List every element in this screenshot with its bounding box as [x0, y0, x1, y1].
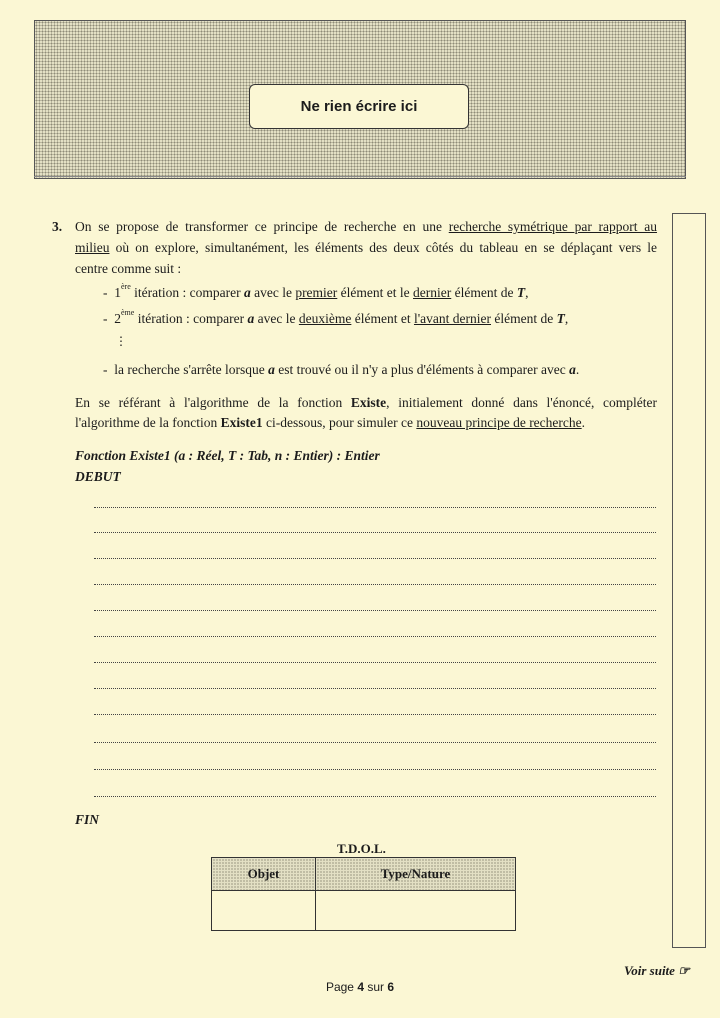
answer-line[interactable] — [94, 742, 656, 743]
tdol-title: T.D.O.L. — [337, 841, 386, 856]
answer-line[interactable] — [94, 558, 656, 559]
answer-line[interactable] — [94, 507, 656, 508]
bullet-3: - la recherche s'arrête lorsque a est trouvé ou il n'y a plus d'éléments à comparer avec a. — [103, 362, 580, 377]
answer-line[interactable] — [94, 688, 656, 689]
page-number: Page 4 sur 6 — [325, 980, 395, 994]
tdol-cell-objet[interactable] — [212, 891, 316, 931]
voir-suite: Voir suite ☞ — [624, 963, 690, 978]
answer-line[interactable] — [94, 532, 656, 533]
tdol-table — [211, 857, 516, 931]
algo-debut: DEBUT — [75, 469, 121, 484]
bullet-2: - 2ème itération : comparer a avec le deuxième élément et l'avant dernier élément de T, — [103, 308, 569, 326]
intro-underline-2: milieu — [75, 240, 110, 255]
vertical-ellipsis: ⋮ — [115, 334, 127, 348]
question-number: 3. — [52, 219, 63, 234]
para2-line-2: l'algorithme de la fonction Existe1 ci-dessous, pour simuler ce nouveau principe de recherche. — [75, 415, 586, 430]
answer-line[interactable] — [94, 714, 656, 715]
answer-line[interactable] — [94, 796, 656, 797]
algo-fin: FIN — [75, 812, 100, 827]
intro-line-3: centre comme suit : — [75, 261, 182, 276]
tdol-header-objet: Objet — [212, 858, 316, 891]
tdol-cell-type[interactable] — [316, 891, 516, 931]
bullet-1: - 1ère itération : comparer a avec le premier élément et le dernier élément de T, — [103, 282, 529, 300]
answer-line[interactable] — [94, 636, 656, 637]
answer-line[interactable] — [94, 584, 656, 585]
function-signature: Fonction Existe1 (a : Réel, T : Tab, n : Entier) : Entier — [75, 448, 380, 463]
header-separator — [34, 176, 686, 177]
answer-line[interactable] — [94, 610, 656, 611]
tdol-header-type: Type/Nature — [316, 858, 516, 891]
intro-underline-1: recherche symétrique par rapport au — [448, 219, 658, 234]
no-write-label: Ne rien écrire ici — [249, 84, 469, 129]
answer-line[interactable] — [94, 769, 656, 770]
intro-line-2: milieu où on explore, simultanément, les éléments des deux côtés du tableau en se déplaçant vers le — [75, 240, 657, 255]
intro-line-1: On se propose de transformer ce principe de recherche en une recherche symétrique par rapport au — [75, 219, 658, 234]
para2-line-1: En se référant à l'algorithme de la fonction Existe, initialement donné dans l'énoncé, compléter — [75, 395, 657, 410]
answer-line[interactable] — [94, 662, 656, 663]
margin-column — [672, 213, 706, 948]
